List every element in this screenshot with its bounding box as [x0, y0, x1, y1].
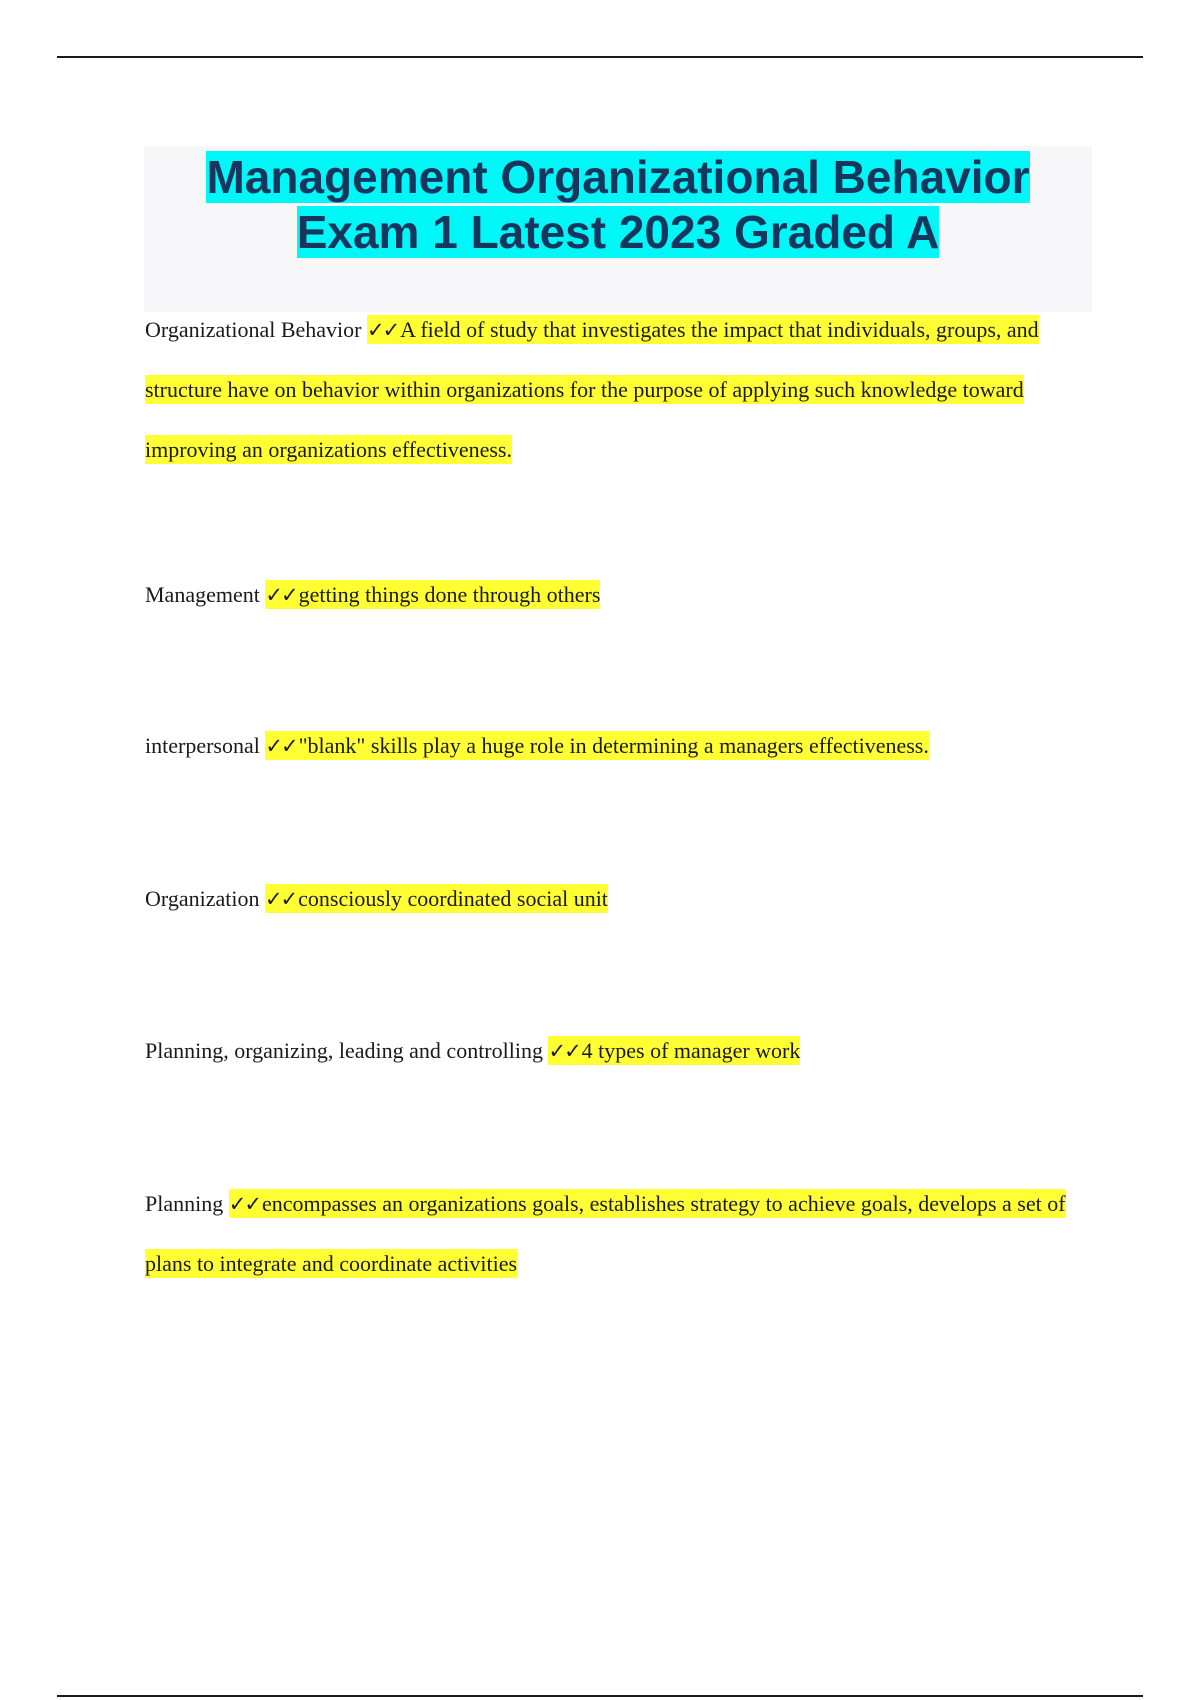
title-banner	[144, 146, 1092, 312]
entry-term: Organizational Behavior	[145, 317, 362, 342]
entry-definition: "blank" skills play a huge role in determining a managers effectiveness.	[298, 733, 929, 758]
entry-definition-highlight	[548, 1036, 800, 1065]
flashcard-entry	[145, 300, 1095, 480]
double-check-icon: ✓✓	[265, 583, 297, 607]
entry-definition: A field of study that investigates the impact that individuals, groups, and structure have on behavior within organizations for the purpose of applying such knowledge toward improving an organizations effectiveness.	[145, 317, 1039, 462]
title-line-1: Management Organizational Behavior	[206, 151, 1030, 203]
entry-term: Organization	[145, 886, 260, 911]
double-check-icon: ✓✓	[228, 1192, 260, 1216]
entry-definition: encompasses an organizations goals, establishes strategy to achieve goals, develops a set of plans to integrate and coordinate activities	[145, 1191, 1066, 1276]
entry-term: Management	[145, 582, 260, 607]
flashcard-entry	[145, 1174, 1095, 1294]
entry-definition: 4 types of manager work	[581, 1038, 801, 1063]
entry-definition-highlight	[145, 1189, 1066, 1278]
flashcard-entry	[145, 1021, 1095, 1081]
entry-definition-highlight	[265, 580, 600, 609]
document-title	[144, 146, 1092, 260]
flashcard-entry	[145, 565, 1095, 625]
double-check-icon: ✓✓	[548, 1039, 580, 1063]
entry-definition-highlight	[265, 884, 608, 913]
entry-definition: consciously coordinated social unit	[298, 886, 608, 911]
top-rule	[57, 56, 1143, 58]
double-check-icon: ✓✓	[265, 734, 297, 758]
flashcard-entry	[145, 716, 1095, 776]
bottom-rule	[57, 1695, 1143, 1697]
entry-definition-highlight	[265, 731, 929, 760]
title-line-2: Exam 1 Latest 2023 Graded A	[296, 206, 940, 258]
flashcard-entry	[145, 869, 1095, 929]
entry-term: interpersonal	[145, 733, 260, 758]
double-check-icon: ✓✓	[366, 318, 399, 342]
entry-definition: getting things done through others	[298, 582, 601, 607]
double-check-icon: ✓✓	[264, 887, 297, 911]
entry-term: Planning	[145, 1191, 224, 1216]
entry-term: Planning, organizing, leading and controlling	[145, 1038, 543, 1063]
